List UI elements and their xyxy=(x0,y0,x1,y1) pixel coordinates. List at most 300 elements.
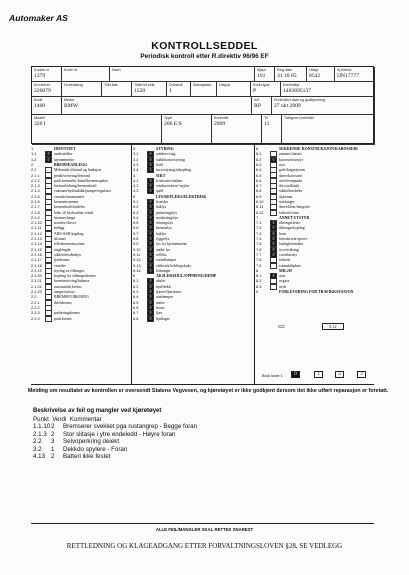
item-code: 5.3 xyxy=(133,209,139,215)
item-grade-box: 0 xyxy=(147,231,154,237)
section-border-bottom xyxy=(31,384,374,385)
remark-code: 2.2 xyxy=(33,438,42,446)
item-label: tilstand xyxy=(54,237,66,242)
item-code: 2.1.10 xyxy=(31,220,42,226)
item-code: 7 xyxy=(256,214,259,220)
item-label: drivstofftank xyxy=(279,184,300,189)
remarks-list xyxy=(33,416,197,460)
item-label: refleks xyxy=(156,252,167,257)
item-label: varsellamper xyxy=(156,258,177,263)
item-code: 5.2 xyxy=(133,204,139,210)
item-label: bremsekraftfordeler xyxy=(54,205,85,210)
header-cell-label: Utstyr xyxy=(309,68,319,72)
item-label: hastighetsmåler xyxy=(279,242,304,247)
item-label: elektrisk koblingsboks xyxy=(156,263,192,268)
item-label: speil xyxy=(156,189,164,194)
item-label: skjermer xyxy=(279,194,293,199)
item-label: hjullager xyxy=(156,316,170,321)
item-code: 7.9 xyxy=(256,262,262,268)
item-code: 7.3 xyxy=(256,230,262,236)
item-grade-box: 0 xyxy=(270,236,277,242)
item-label: FORLEVERING FOR TRAFIKKSTASJON xyxy=(279,290,354,295)
brand-name: Automaker AS xyxy=(9,13,68,23)
item-grade-box: 0 xyxy=(147,263,154,269)
item-code: 7.7 xyxy=(256,251,262,257)
item-code: 4.3 xyxy=(133,188,139,194)
item-label: fjærer/fjærfester xyxy=(156,290,182,295)
item-code: 6.5 xyxy=(133,299,139,305)
remark-grade: 2 xyxy=(51,453,55,461)
item-grade-box: 0 xyxy=(147,241,154,247)
remark-row xyxy=(33,453,197,460)
header-cell xyxy=(32,67,62,82)
remark-grade: 2 xyxy=(51,423,55,431)
item-label: ramper/utstyr xyxy=(54,290,75,295)
header-cell-value: RP xyxy=(254,103,261,109)
column-identity-brakes xyxy=(31,146,131,321)
item-label: park.brems xyxy=(54,316,72,321)
item-grade-box: 0 xyxy=(147,310,154,316)
item-grade-box: 0 xyxy=(270,247,277,253)
item-grade-box: 0 xyxy=(147,252,154,258)
item-label: STYRING xyxy=(156,147,174,152)
co-label: CO xyxy=(278,324,285,329)
item-code: 6.6 xyxy=(133,304,139,310)
item-grade-box: 0 xyxy=(147,204,154,210)
item-code: 2.1.13 xyxy=(31,236,42,242)
item-code: 6.7 xyxy=(256,183,262,189)
code-box-2: 2 xyxy=(335,371,344,378)
item-code: 2.1.4 xyxy=(31,188,40,194)
item-code: 8.2 xyxy=(256,278,262,284)
header-cell-value: 101 xyxy=(257,73,266,79)
remark-text: Selvoperkring deiekt xyxy=(63,438,120,446)
item-code: 3.2 xyxy=(133,156,139,162)
item-label: fjær xyxy=(156,311,163,316)
header-cell xyxy=(272,97,375,115)
item-label: fotbrett/trinn xyxy=(279,210,299,215)
item-label: tromler/skiver xyxy=(54,221,77,226)
item-code: 1.1 xyxy=(31,151,37,157)
item-label: AKSLER/HJUL/OPPHENG/DEMP xyxy=(156,274,217,279)
header-cell-value: 8542 xyxy=(309,73,321,79)
item-label: parkeringsbrems xyxy=(54,311,80,316)
item-label: dører/låser/hengsler xyxy=(279,205,310,210)
item-label: lys for kjennemerke xyxy=(156,242,188,247)
header-cell-label: Utsydz xyxy=(219,83,231,87)
item-code: 3.3 xyxy=(133,161,139,167)
item-code: 8.3 xyxy=(256,283,262,289)
header-cell xyxy=(191,82,217,97)
header-cell xyxy=(281,82,375,97)
item-label: gulv/bagasjerom xyxy=(279,168,305,173)
item-code: 2.1.1 xyxy=(31,172,40,178)
header-cell xyxy=(252,97,272,115)
item-label: kopling for tilhengerbrems xyxy=(54,274,96,279)
item-grade-box: 0 xyxy=(147,162,154,168)
item-grade-box: 0 xyxy=(147,183,154,189)
item-code: 7.5 xyxy=(256,241,262,247)
item-label: rust xyxy=(279,162,285,167)
item-code: 6.8 xyxy=(256,188,262,194)
item-label: ventiler/manometer xyxy=(54,194,85,199)
code-box-0: 0 xyxy=(291,371,300,378)
header-cell-label: Standplass xyxy=(193,83,212,87)
item-code: 2.1.8 xyxy=(31,209,40,215)
item-code: 6 xyxy=(256,146,259,152)
item-label: avgass xyxy=(279,279,290,284)
item-code: 4.1 xyxy=(133,177,139,183)
item-code: 6.2 xyxy=(256,156,262,162)
item-code: 2.1.17 xyxy=(31,257,42,263)
header-cell xyxy=(102,82,132,97)
item-code: 3.4 xyxy=(133,167,139,173)
header-cell xyxy=(110,67,255,82)
item-code: 2.1.2 xyxy=(31,177,40,183)
checklist-item xyxy=(256,289,376,294)
item-label: SIKT xyxy=(156,173,166,178)
item-code: 2.1.20 xyxy=(31,273,42,279)
item-grade-box: 0 xyxy=(270,231,277,237)
header-cell-value: 1 xyxy=(169,88,172,94)
item-label: vannskiltplate xyxy=(279,263,301,268)
item-code: 2.2.4 xyxy=(31,315,40,321)
item-label: ramme/chassis xyxy=(279,152,302,157)
item-code: 2.1.3 xyxy=(31,183,40,189)
item-grade-box: 0 xyxy=(147,220,154,226)
item-code: 2.1.21 xyxy=(31,278,42,284)
item-code: 5 xyxy=(133,193,136,199)
remarks-box-bottom xyxy=(31,523,374,524)
item-label: MILJØ xyxy=(279,268,292,273)
item-label: støtdemper xyxy=(156,295,174,300)
header-cell-value: IJN17777 xyxy=(337,73,360,79)
header-cell xyxy=(217,82,251,97)
header-cell-label: Kontrollert dato og godkjenning xyxy=(274,98,326,102)
item-grade-box: 0 xyxy=(270,273,277,279)
header-cell-value: 1403695137 xyxy=(283,88,311,94)
co-value: 0,12 xyxy=(322,323,344,330)
header-cell xyxy=(251,82,281,97)
item-code: 5.4 xyxy=(133,214,139,220)
item-label: varselutstyr xyxy=(279,252,298,257)
item-code: 6.11 xyxy=(256,204,264,210)
item-label: støtfanger xyxy=(279,200,295,204)
remarks-title: Beskrivelse av feil og mangler ved kjøretøyet xyxy=(33,408,162,414)
item-label: fester xyxy=(156,305,165,310)
header-cell-label: Tidligere kontroller xyxy=(284,116,315,120)
item-grade-box: 0 xyxy=(147,225,154,231)
item-label: fartsskriver/sperre xyxy=(279,237,308,242)
header-cell-value: P xyxy=(253,88,257,94)
item-label: andre xyxy=(156,300,165,305)
column-structure-environment xyxy=(256,146,376,294)
remark-code: 3.2 xyxy=(33,445,42,453)
item-label: IDENTITET xyxy=(54,147,76,152)
item-label: styring av tilhenger xyxy=(54,268,85,273)
item-code: 2.2.2 xyxy=(31,304,40,310)
item-grade-box: 0 xyxy=(147,300,154,306)
item-code: 5.9 xyxy=(133,241,139,247)
item-grade-box: 0 xyxy=(147,284,154,290)
header-cell-value: 320 I xyxy=(34,121,46,127)
item-grade-box: 0 xyxy=(147,236,154,242)
header-cell-label: Km.stand xyxy=(34,83,50,87)
item-label: baklys xyxy=(156,205,167,210)
item-label: LYS/REFLEKS/ELEKTRISK xyxy=(156,194,207,199)
item-label: BREMSEANLEGG xyxy=(54,162,88,167)
header-cell-value: 1379 xyxy=(34,73,46,79)
item-label: SEKKENDE KONSTRUKSJON/KAROSSERI xyxy=(279,147,358,152)
remark-code: 1.1.10 xyxy=(33,423,51,431)
item-code: 2.1.12 xyxy=(31,230,42,236)
form-subtitle: Periodisk kontroll etter R.direktiv 96/96 EF xyxy=(140,53,269,60)
item-label: karosseri/utstyr xyxy=(279,157,303,162)
remark-text: Bremserer svekket pga rustangrep - Begge foran xyxy=(63,423,198,431)
code-legend xyxy=(262,373,283,378)
item-grade-box: 0 xyxy=(45,151,52,157)
header-cell-value: 2009 xyxy=(214,121,226,127)
item-label: frontrute/vinduer xyxy=(156,178,183,183)
item-label: bremseslange xyxy=(54,215,76,220)
header-cell-label: Drivstoff xyxy=(169,83,183,87)
item-label: driftsbrems xyxy=(54,300,72,305)
remark-grade: 1 xyxy=(51,445,55,453)
item-label: kjennemerke xyxy=(54,157,75,162)
item-code: 9 xyxy=(256,289,259,295)
item-code: 5.6 xyxy=(133,225,139,231)
item-label: ABS/ASR-kopling xyxy=(54,231,84,236)
item-code: 2.2.3 xyxy=(31,310,40,316)
item-label: ANNET UTSTYR xyxy=(279,215,310,220)
item-label: tilhengerfeste xyxy=(279,221,301,226)
item-grade-box: 0 xyxy=(147,188,154,194)
remark-row xyxy=(33,438,197,445)
item-label: stabilisator/styring xyxy=(156,157,185,162)
remark-text: Batteri ikke festet xyxy=(63,453,111,461)
header-cell-label: Kode xyxy=(34,98,43,102)
item-code: 7.6 xyxy=(256,246,262,252)
header-cell-value: 220079 xyxy=(34,88,51,94)
item-code: 3 xyxy=(133,146,136,152)
code-box-1: 1 xyxy=(314,371,323,378)
item-code: 4.2 xyxy=(133,183,139,189)
item-code: 2.1.18 xyxy=(31,262,42,268)
item-grade-box: 0 xyxy=(147,199,154,205)
item-grade-box: 0 xyxy=(147,278,154,284)
code-legend-label: Bruk kode 1 xyxy=(262,373,283,378)
item-code: 7.4 xyxy=(256,236,262,242)
item-code: 6.9 xyxy=(256,193,262,199)
header-cell-label: Kontr.type xyxy=(253,83,270,87)
header-cell-label: Til xyxy=(264,116,268,120)
item-code: 5.8 xyxy=(133,236,139,242)
header-cell xyxy=(167,82,191,97)
item-label: BREMSEVIRKNING xyxy=(54,295,89,300)
item-label: bremselys xyxy=(156,226,172,231)
header-cell-label: Kontr nr xyxy=(64,68,78,72)
remark-text: Stor slitasje i ytre endeledd - Høyre foran xyxy=(63,430,176,438)
header-cell xyxy=(255,67,275,82)
item-label: parkeringslys xyxy=(156,210,177,215)
item-grade-box xyxy=(45,316,52,322)
item-label: sete/festepunkt xyxy=(279,178,303,183)
header-cell-label: Reg dato xyxy=(277,68,292,72)
divider-right xyxy=(254,144,255,384)
item-grade-box: 0 xyxy=(270,252,277,258)
item-code: 6.2 xyxy=(133,283,139,289)
item-code: 6 xyxy=(133,273,136,279)
item-code: 2.1 xyxy=(31,167,37,173)
item-label: ledninger xyxy=(156,268,171,273)
item-label: hjul/dekk xyxy=(156,284,171,289)
header-cell xyxy=(32,82,62,97)
item-code: 5.10 xyxy=(133,246,141,252)
header-cell-label: Merke xyxy=(64,98,75,102)
header-cell-label: Type xyxy=(164,116,172,120)
item-code: 7.1 xyxy=(256,220,262,226)
item-code: 4 xyxy=(133,172,136,178)
header-cell xyxy=(62,67,110,82)
item-code: 5.14 xyxy=(133,267,141,273)
header-cell-label: Kj.merke xyxy=(337,68,352,72)
item-label: Mekanisk tilstand og funksjon xyxy=(54,168,102,173)
item-label: bremseutsving/balanse xyxy=(54,279,90,284)
item-code: 7.2 xyxy=(256,225,262,231)
header-cell-label: Tillb.fate xyxy=(104,83,118,87)
checklist-item xyxy=(133,316,251,321)
item-code: 2.1.19 xyxy=(31,267,42,273)
remark-grade: 3 xyxy=(51,438,55,446)
item-grade-box: 0 xyxy=(147,305,154,311)
header-cell xyxy=(262,115,282,145)
header-cell xyxy=(62,97,252,115)
remark-row xyxy=(33,431,197,438)
divider-left xyxy=(131,144,132,384)
item-label: andre lys xyxy=(156,247,171,252)
item-code: 2.1.7 xyxy=(31,204,40,210)
header-cell-value: 11 xyxy=(264,121,270,127)
item-grade-box: 0 xyxy=(147,151,154,157)
item-code: 7.8 xyxy=(256,257,262,263)
header-cell xyxy=(275,67,307,82)
item-code: 5.11 xyxy=(133,251,141,257)
header-cell-label: Kunde nr xyxy=(34,68,49,72)
code-box-3: 3 xyxy=(357,371,366,378)
item-code: 2.1.6 xyxy=(31,199,40,204)
item-code: 2.1.11 xyxy=(31,225,42,231)
item-label: horn xyxy=(279,231,287,236)
item-code: 2 xyxy=(31,161,34,167)
header-cell-label: Init xyxy=(254,98,259,102)
header-cell xyxy=(335,67,375,82)
item-label: ventiler xyxy=(54,263,66,268)
item-code: 6.8 xyxy=(133,315,139,321)
header-cell-label: Tillat tot.vekt xyxy=(134,83,155,87)
header-cell-label: Kontrolle xyxy=(214,116,229,120)
remark-code: 4.13 xyxy=(33,453,46,461)
item-label: understellnr xyxy=(54,152,73,157)
header-grid xyxy=(31,66,374,144)
item-code: 2.1.15 xyxy=(31,246,42,252)
item-label: aksler xyxy=(156,279,166,284)
item-code: 6.10 xyxy=(256,199,264,204)
item-label: dører/karosseri xyxy=(279,173,303,178)
item-label: ryggelys xyxy=(156,237,170,242)
item-label: støy xyxy=(279,274,286,279)
item-grade-box: 0 xyxy=(147,257,154,263)
item-label: tilhengerkopling xyxy=(279,226,305,231)
header-cell xyxy=(62,82,102,97)
header-cell-value: BMW xyxy=(64,103,78,109)
item-code: 6.1 xyxy=(256,151,262,157)
item-label: røyk xyxy=(279,284,287,289)
item-grade-box: 0 xyxy=(45,157,52,163)
header-cell xyxy=(132,82,167,97)
item-grade-box: 0 xyxy=(270,241,277,247)
item-code: 2.1.9 xyxy=(31,214,40,220)
item-code: 5.5 xyxy=(133,220,139,226)
item-code: 6.4 xyxy=(256,167,262,173)
item-label: park.bremsebr./hånd/bremsespaker xyxy=(54,178,109,183)
item-label: automatisk brems xyxy=(54,284,82,289)
item-grade-box: 0 xyxy=(270,157,277,163)
item-code: 5.12 xyxy=(133,257,141,263)
item-label: belegg xyxy=(54,226,65,231)
item-code: 2.1.22 xyxy=(31,283,42,289)
item-grade-box: 0 xyxy=(270,220,277,226)
item-grade-box: 0 xyxy=(147,289,154,295)
item-grade-box: 0 xyxy=(147,178,154,184)
item-code: 2.1.16 xyxy=(31,251,42,257)
item-code: 3.1 xyxy=(133,151,139,157)
header-cell-label: Modell xyxy=(34,116,45,120)
item-label: vindusviskere/-spyler xyxy=(156,184,190,189)
item-label: retningslys xyxy=(156,221,174,226)
item-grade-box: 0 xyxy=(147,210,154,216)
header-cell xyxy=(282,115,375,145)
item-grade-box: 0 xyxy=(147,247,154,253)
item-grade-box: 0 xyxy=(147,316,154,322)
item-grade-box: 0 xyxy=(270,225,277,231)
item-code: 2.2 xyxy=(31,294,37,300)
co-readout xyxy=(278,323,344,330)
header-cell-label: Kontrolltyr xyxy=(283,83,300,87)
header-cell-value: 1400 xyxy=(34,103,46,109)
footer-legal: RETTLEDNING OG KLAGEADGANG ETTER FORVALTNINGSLOVEN §28, SE VEDLEGG xyxy=(66,542,343,550)
item-code: 2.1.23 xyxy=(31,289,42,295)
footer-notice: ALLE FEIL/MANGLER SKAL RETTES SNAREST xyxy=(155,527,254,532)
column-steering-lights xyxy=(133,146,251,321)
item-label: sikkerhetsbelte xyxy=(279,189,303,194)
item-code: 6.12 xyxy=(256,209,264,215)
item-label: ledn. til hydraulisk ventil xyxy=(54,210,94,215)
item-code: 5.7 xyxy=(133,230,139,236)
item-code: 1.2 xyxy=(31,156,37,162)
item-code: 2.1.14 xyxy=(31,241,42,247)
item-label: baklys xyxy=(156,231,167,236)
header-cell xyxy=(162,115,212,145)
header-cell-value: 31 10 85 xyxy=(277,73,297,79)
item-code: 6.4 xyxy=(133,294,139,300)
item-code: 6.3 xyxy=(133,289,139,295)
item-grade-box: 0 xyxy=(147,167,154,173)
item-label: vakuum/hydraulikk/pumpe/regulator xyxy=(54,189,112,194)
header-cell-label: Kjøpt xyxy=(257,68,266,72)
item-code: 6.6 xyxy=(256,177,262,183)
header-cell-value: 1520 xyxy=(134,88,146,94)
item-code: 6.5 xyxy=(256,172,262,178)
